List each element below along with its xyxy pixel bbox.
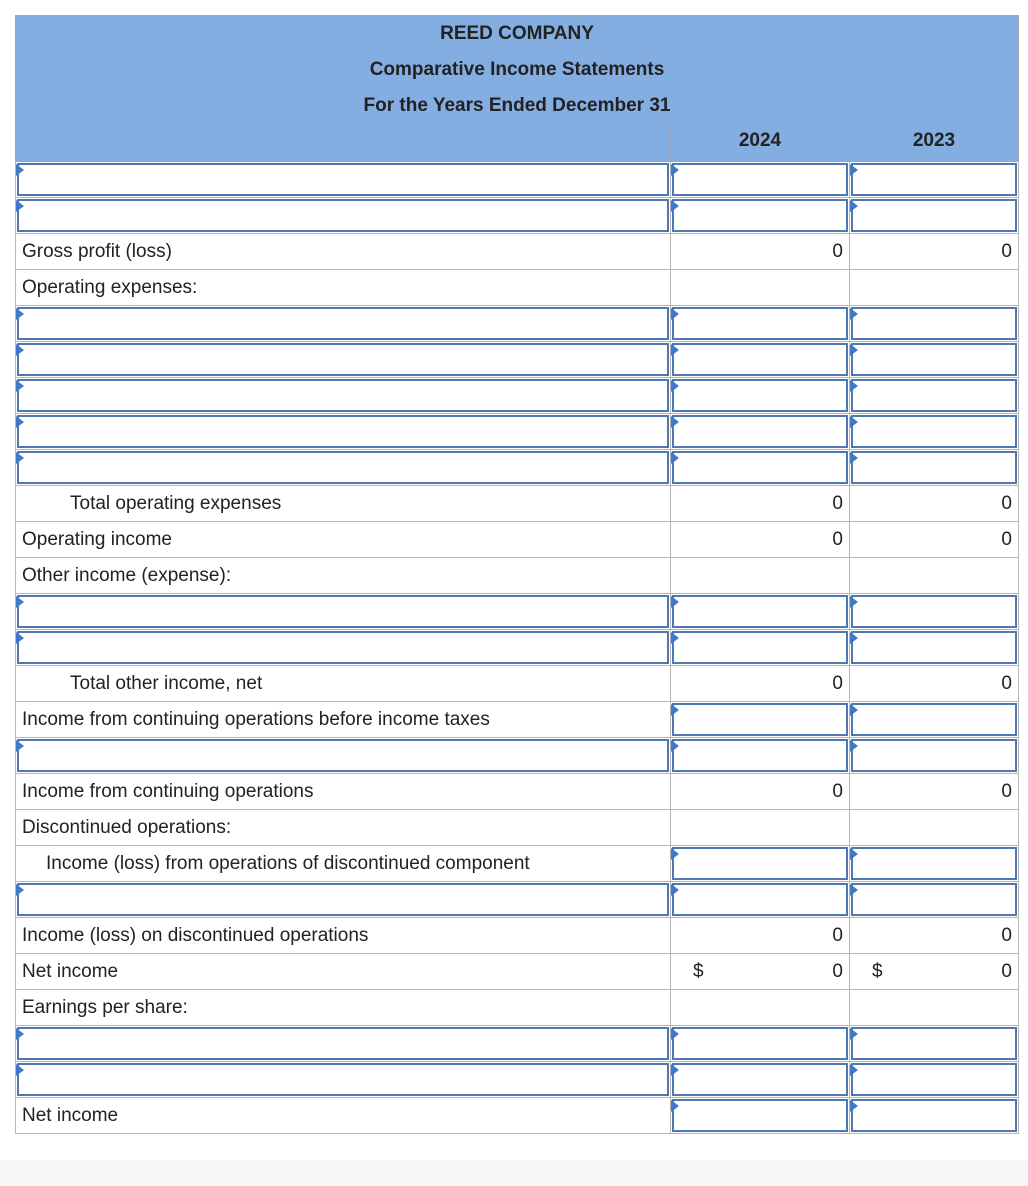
dropdown-marker-icon [16,1064,24,1076]
total-operating-expenses-row [16,486,1019,522]
amount-2024-input-cell[interactable] [671,630,850,666]
amount-2023-input-cell[interactable] [850,630,1019,666]
input-row [16,1026,1019,1062]
label-input-cell[interactable] [16,594,671,630]
amount-2024-input-cell[interactable] [671,1026,850,1062]
dropdown-marker-icon [671,740,679,752]
dropdown-marker-icon [850,1100,858,1112]
dropdown-marker-icon [671,416,679,428]
income-continuing-2024: 0 [671,774,850,810]
eps-row [16,990,1019,1026]
total-operating-expenses-label: Total operating expenses [16,486,671,522]
amount-2023-input-cell[interactable] [850,882,1019,918]
dropdown-marker-icon [850,452,858,464]
amount-2023-input-cell[interactable] [850,594,1019,630]
income-continuing-row [16,774,1019,810]
total-operating-expenses-2023: 0 [850,486,1019,522]
operating-income-row [16,522,1019,558]
dropdown-marker-icon [671,884,679,896]
eps-label: Earnings per share: [16,990,671,1026]
amount-2024-input-cell[interactable] [671,198,850,234]
dropdown-marker-icon [850,416,858,428]
year-2024-header: 2024 [671,124,850,162]
amount-2024-input-cell[interactable] [671,306,850,342]
page-footer-band [0,1160,1028,1186]
dropdown-marker-icon [671,848,679,860]
dropdown-marker-icon [850,380,858,392]
operating-income-2023: 0 [850,522,1019,558]
dropdown-marker-icon [671,380,679,392]
income-discontinued-ops-2024: 0 [671,918,850,954]
amount-2024-input-cell[interactable] [671,162,850,198]
amount-2023-input-cell[interactable] [850,846,1019,882]
amount-2023-input-cell[interactable] [850,1098,1019,1134]
income-discontinued-ops-2023: 0 [850,918,1019,954]
net-income-row [16,954,1019,990]
label-input-cell[interactable] [16,342,671,378]
total-other-income-row [16,666,1019,702]
net-income-2023: 0 [1001,960,1012,982]
input-row [16,162,1019,198]
statement-title: Comparative Income Statements [16,52,1019,88]
amount-2023-input-cell[interactable] [850,414,1019,450]
dropdown-marker-icon [671,164,679,176]
gross-profit-2023: 0 [850,234,1019,270]
total-other-income-label: Total other income, net [16,666,671,702]
label-input-cell[interactable] [16,162,671,198]
empty-cell [671,558,850,594]
label-input-cell[interactable] [16,378,671,414]
dropdown-marker-icon [16,740,24,752]
input-row [16,342,1019,378]
income-continuing-label: Income from continuing operations [16,774,671,810]
period-header-row [16,88,1019,124]
company-name: REED COMPANY [16,16,1019,52]
input-row [16,198,1019,234]
total-other-income-2024: 0 [671,666,850,702]
label-input-cell[interactable] [16,882,671,918]
dropdown-marker-icon [850,632,858,644]
amount-2023-input-cell[interactable] [850,738,1019,774]
label-input-cell[interactable] [16,630,671,666]
income-discontinued-ops-label: Income (loss) on discontinued operations [16,918,671,954]
dropdown-marker-icon [850,308,858,320]
operating-expenses-label: Operating expenses: [16,270,671,306]
dropdown-marker-icon [850,848,858,860]
year-header-row [16,124,1019,162]
currency-symbol: $ [872,961,883,982]
income-before-taxes-row [16,702,1019,738]
amount-2023-input-cell[interactable] [850,306,1019,342]
amount-2024-input-cell[interactable] [671,378,850,414]
dropdown-marker-icon [671,596,679,608]
statement-header-row [16,52,1019,88]
input-row [16,630,1019,666]
operating-income-label: Operating income [16,522,671,558]
amount-2024-input-cell[interactable] [671,450,850,486]
amount-2024-input-cell[interactable] [671,414,850,450]
dropdown-marker-icon [16,884,24,896]
amount-2023-input-cell[interactable] [850,450,1019,486]
input-row [16,414,1019,450]
dropdown-marker-icon [671,200,679,212]
dropdown-marker-icon [671,1100,679,1112]
dropdown-marker-icon [850,200,858,212]
dropdown-marker-icon [16,416,24,428]
amount-2023-input-cell[interactable] [850,1026,1019,1062]
input-row [16,882,1019,918]
empty-cell [671,990,850,1026]
net-income-2024: 0 [832,960,843,982]
label-input-cell[interactable] [16,1062,671,1098]
net-income-label: Net income [16,954,671,990]
empty-cell [850,810,1019,846]
label-input-cell[interactable] [16,738,671,774]
company-header-row [16,16,1019,52]
discontinued-operations-row [16,810,1019,846]
dropdown-marker-icon [16,380,24,392]
income-statement [15,15,1018,1134]
dropdown-marker-icon [850,344,858,356]
label-input-cell[interactable] [16,414,671,450]
amount-2024-input-cell[interactable] [671,594,850,630]
input-row [16,306,1019,342]
amount-2024-input-cell[interactable] [671,702,850,738]
dropdown-marker-icon [671,1064,679,1076]
empty-cell [671,810,850,846]
amount-2024-input-cell[interactable] [671,846,850,882]
dropdown-marker-icon [16,596,24,608]
dropdown-marker-icon [671,308,679,320]
total-other-income-2023: 0 [850,666,1019,702]
amount-2023-input-cell[interactable] [850,378,1019,414]
dropdown-marker-icon [671,632,679,644]
gross-profit-row [16,234,1019,270]
dropdown-marker-icon [671,344,679,356]
dropdown-marker-icon [850,1064,858,1076]
label-input-cell[interactable] [16,198,671,234]
statement-period: For the Years Ended December 31 [16,88,1019,124]
input-row [16,594,1019,630]
dropdown-marker-icon [671,452,679,464]
net-income-2024-cell [671,954,850,990]
income-statement-table [15,15,1019,1134]
empty-cell [850,558,1019,594]
label-input-cell[interactable] [16,450,671,486]
total-operating-expenses-2024: 0 [671,486,850,522]
operating-expenses-row [16,270,1019,306]
dropdown-marker-icon [16,632,24,644]
income-discontinued-ops-row [16,918,1019,954]
income-continuing-2023: 0 [850,774,1019,810]
amount-2024-input-cell[interactable] [671,738,850,774]
gross-profit-2024: 0 [671,234,850,270]
income-discontinued-component-row [16,846,1019,882]
input-row [16,378,1019,414]
empty-cell [850,270,1019,306]
dropdown-marker-icon [671,1028,679,1040]
amount-2023-input-cell[interactable] [850,1062,1019,1098]
label-column-header [16,124,671,162]
eps-net-income-row [16,1098,1019,1134]
empty-cell [850,990,1019,1026]
dropdown-marker-icon [16,164,24,176]
other-income-label: Other income (expense): [16,558,671,594]
dropdown-marker-icon [16,200,24,212]
dropdown-marker-icon [16,308,24,320]
discontinued-operations-label: Discontinued operations: [16,810,671,846]
income-discontinued-component-label: Income (loss) from operations of discontinued component [16,846,671,882]
dropdown-marker-icon [850,704,858,716]
input-row [16,738,1019,774]
dropdown-marker-icon [16,452,24,464]
dropdown-marker-icon [850,884,858,896]
amount-2023-input-cell[interactable] [850,162,1019,198]
dropdown-marker-icon [16,344,24,356]
dropdown-marker-icon [16,1028,24,1040]
label-input-cell[interactable] [16,306,671,342]
dropdown-marker-icon [850,1028,858,1040]
operating-income-2024: 0 [671,522,850,558]
amount-2023-input-cell[interactable] [850,342,1019,378]
currency-symbol: $ [693,961,704,982]
input-row [16,1062,1019,1098]
income-before-taxes-label: Income from continuing operations before income taxes [16,702,671,738]
dropdown-marker-icon [671,704,679,716]
eps-net-income-label: Net income [16,1098,671,1134]
year-2023-header: 2023 [850,124,1019,162]
other-income-row [16,558,1019,594]
gross-profit-label: Gross profit (loss) [16,234,671,270]
net-income-2023-cell [850,954,1019,990]
amount-2023-input-cell[interactable] [850,702,1019,738]
amount-2024-input-cell[interactable] [671,1098,850,1134]
dropdown-marker-icon [850,596,858,608]
amount-2023-input-cell[interactable] [850,198,1019,234]
input-row [16,450,1019,486]
empty-cell [671,270,850,306]
amount-2024-input-cell[interactable] [671,342,850,378]
dropdown-marker-icon [850,164,858,176]
label-input-cell[interactable] [16,1026,671,1062]
amount-2024-input-cell[interactable] [671,882,850,918]
amount-2024-input-cell[interactable] [671,1062,850,1098]
dropdown-marker-icon [850,740,858,752]
